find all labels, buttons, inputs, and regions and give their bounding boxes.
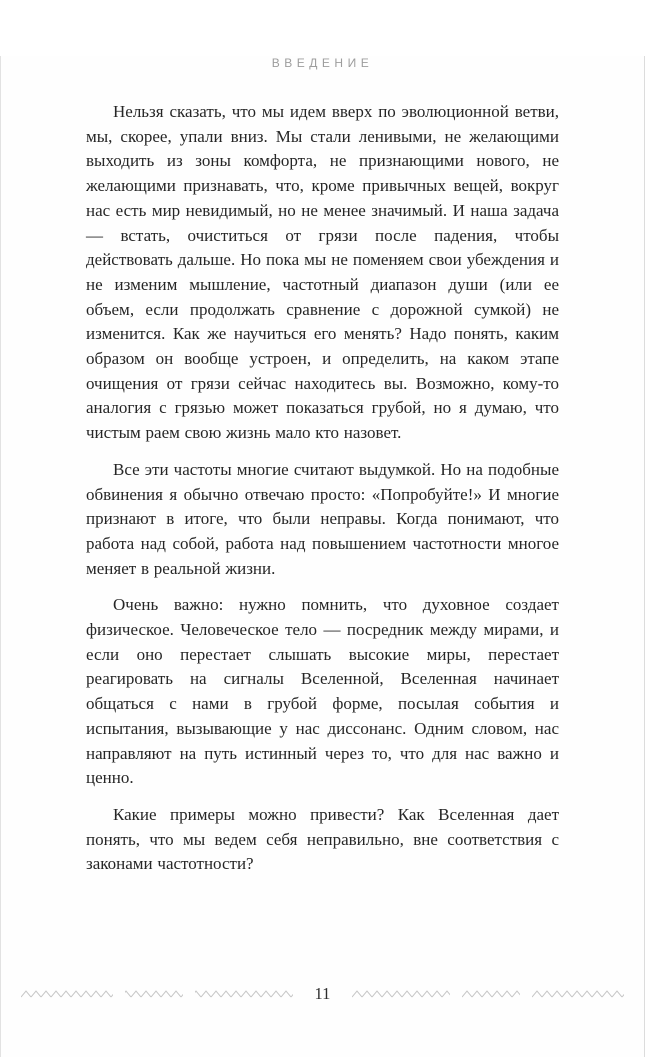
page-number: 11 — [314, 984, 331, 1003]
left-zigzag-ornament-icon — [21, 988, 293, 1000]
paragraph-3: Очень важно: нужно помнить, что духовное создает физическое. Человеческое тело — посредник между мирами, и если оно перестает слышать высокие миры, перестает реагировать на сигналы Вселенной, Вселенная начинает общаться с нами в грубой форме, посылая события и испытания, вызывающие у нас диссонанс. Одним словом, нас направляют на путь истинный через то, что для нас важно и ценно. — [86, 595, 559, 788]
right-zigzag-ornament-icon — [352, 988, 624, 1000]
paragraph-2: Все эти частоты многие считают выдумкой. Но на подобные обвинения я обычно отвечаю просто: «Попробуйте!» И многие признают в итоге, что были неправы. Когда понимают, что работа над собой, работа над повышением частотности многое меняет в реальной жизни. — [86, 459, 559, 578]
chapter-header: ВВЕДЕНИЕ — [271, 56, 374, 70]
page-content — [1, 100, 644, 877]
book-page — [0, 56, 645, 1057]
page-footer — [1, 984, 644, 1003]
paragraph-4: Какие примеры можно привести? Как Вселенная дает понять, что мы ведем себя неправильно, вне соответствия с законами частотности? — [86, 804, 559, 874]
paragraph-1: Нельзя сказать, что мы идем вверх по эволюционной ветви, мы, скорее, упали вниз. Мы стали ленивыми, не желающими выходить из зоны комфорта, не признающими нового, не желающими признавать, что, кроме привычных вещей, вокруг нас есть мир невидимый, но не менее значимый. И наша задача — встать, очиститься от грязи после падения, чтобы действовать дальше. Но пока мы не поменяем свои убеждения и не изменим мышление, частотный диапазон души (или ее объем, если продолжать сравнение с дорожной сумкой) не изменится. Как же научиться его менять? Надо понять, каким образом он вообще устроен, и определить, на каком этапе очищения от грязи сейчас находитесь вы. Возможно, кому-то аналогия с грязью может показаться грубой, но я думаю, что чистым раем свою жизнь мало кто назовет. — [86, 102, 559, 443]
